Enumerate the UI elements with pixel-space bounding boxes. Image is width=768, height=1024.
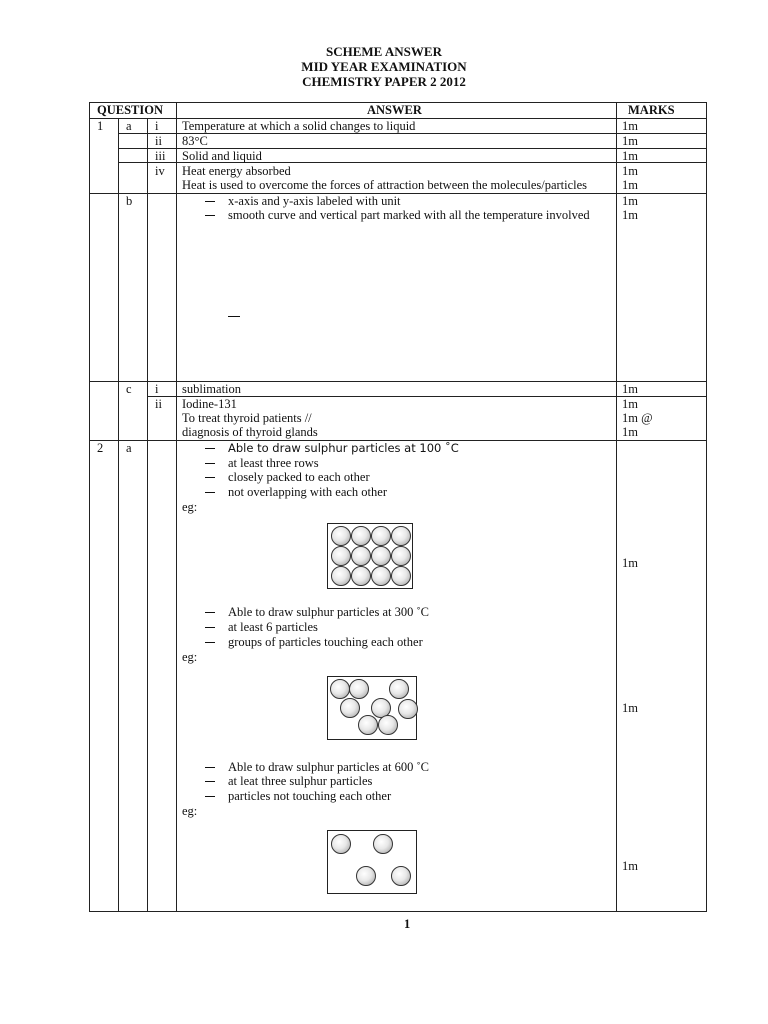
- subquestion-label: b: [126, 194, 133, 208]
- mark: 1m: [622, 382, 638, 396]
- particle-diagram-liquid: [327, 676, 417, 740]
- answer-text: Temperature at which a solid changes to liquid: [182, 119, 416, 133]
- bullet-text: Able to draw sulphur particles at 300 ˚C: [228, 605, 429, 619]
- mark: 1m: [622, 208, 638, 222]
- mark: 1m: [622, 164, 638, 178]
- mark: 1m: [622, 119, 638, 133]
- answer-text: To treat thyroid patients //: [182, 411, 312, 425]
- part-label: iii: [155, 149, 166, 163]
- question-number: 2: [97, 441, 104, 455]
- graph-placeholder-line: [228, 316, 240, 317]
- page-number: 1: [404, 917, 411, 931]
- answer-text: sublimation: [182, 382, 242, 396]
- particle-diagram-gas: [327, 830, 417, 894]
- part-label: i: [155, 382, 159, 396]
- answer-text: Iodine-131: [182, 397, 237, 411]
- part-label: i: [155, 119, 159, 133]
- mark: 1m @: [622, 411, 653, 425]
- mark: 1m: [622, 701, 638, 715]
- bullet-text: closely packed to each other: [228, 470, 370, 484]
- question-column-header: QUESTION: [97, 103, 163, 117]
- bullet-text: x-axis and y-axis labeled with unit: [228, 194, 401, 208]
- subquestion-label: c: [126, 382, 132, 396]
- bullet-text: Able to draw sulphur particles at 100 ˚C: [228, 441, 459, 455]
- part-label: ii: [155, 134, 162, 148]
- bullet-text: groups of particles touching each other: [228, 635, 423, 649]
- bullet-text: not overlapping with each other: [228, 485, 387, 499]
- doc-paper: CHEMISTRY PAPER 2 2012: [302, 74, 466, 89]
- bullet-text: at least three rows: [228, 456, 319, 470]
- mark: 1m: [622, 149, 638, 163]
- doc-title: SCHEME ANSWER: [326, 44, 442, 59]
- answer-column-header: ANSWER: [367, 103, 422, 117]
- mark: 1m: [622, 425, 638, 439]
- subquestion-label: a: [126, 441, 132, 455]
- mark: 1m: [622, 194, 638, 208]
- doc-subtitle: MID YEAR EXAMINATION: [301, 59, 467, 74]
- answer-text: Heat energy absorbed: [182, 164, 291, 178]
- part-label: iv: [155, 164, 165, 178]
- answer-text: Heat is used to overcome the forces of attraction between the molecules/particles: [182, 178, 588, 192]
- answer-text: 83°C: [182, 134, 208, 148]
- particle-diagram-solid: [327, 523, 413, 589]
- marks-column-header: MARKS: [628, 103, 675, 117]
- example-label: eg:: [182, 804, 198, 818]
- mark: 1m: [622, 556, 638, 570]
- mark: 1m: [622, 178, 638, 192]
- example-label: eg:: [182, 500, 198, 514]
- subquestion-label: a: [126, 119, 132, 133]
- bullet-text: at least 6 particles: [228, 620, 318, 634]
- bullet-text: smooth curve and vertical part marked with all the temperature involved: [228, 208, 590, 222]
- mark: 1m: [622, 134, 638, 148]
- answer-text: diagnosis of thyroid glands: [182, 425, 318, 439]
- question-number: 1: [97, 119, 104, 133]
- mark: 1m: [622, 859, 638, 873]
- example-label: eg:: [182, 650, 198, 664]
- bullet-text: particles not touching each other: [228, 789, 392, 803]
- answer-text: Solid and liquid: [182, 149, 262, 163]
- bullet-text: at leat three sulphur particles: [228, 774, 373, 788]
- part-label: ii: [155, 397, 162, 411]
- bullet-text: Able to draw sulphur particles at 600 ˚C: [228, 760, 429, 774]
- mark: 1m: [622, 397, 638, 411]
